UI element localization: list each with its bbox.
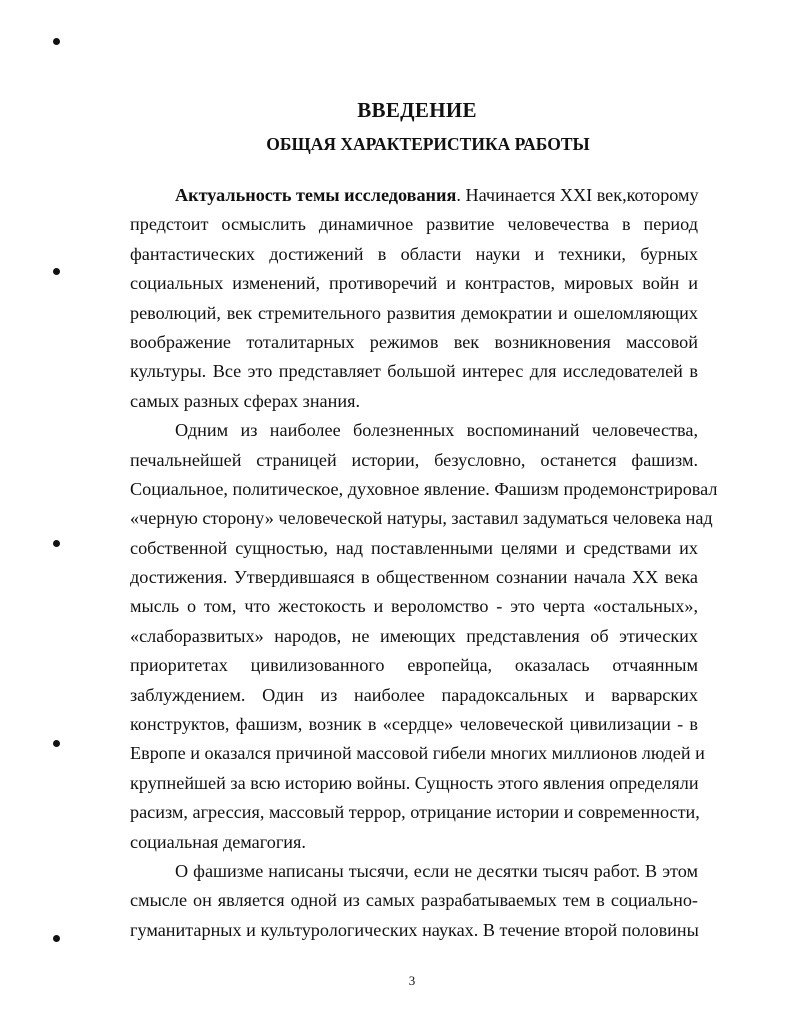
paragraph-line: «слаборазвитых» народов, не имеющих представления об этических <box>130 625 698 646</box>
relevance-lead: Актуальность темы исследования <box>175 185 457 205</box>
paragraph-line: крупнейшей за всю историю войны. Сущность этого явления определяли <box>130 772 699 793</box>
paragraph-literature <box>130 857 698 945</box>
paragraph-line: смысле он является одной из самых разрабатываемых тем в социально- <box>130 890 698 911</box>
paragraph-line: мысль о том, что жестокость и вероломство - это черта «остальных», <box>130 596 698 617</box>
body-text <box>130 181 718 945</box>
paragraph-line: предстоит осмыслить динамичное развитие человечества в период <box>130 214 698 235</box>
page-number: 3 <box>408 973 416 988</box>
paragraph-relevance <box>130 181 698 416</box>
paragraph-line: достижения. Утвердившаяся в общественном сознании начала XX века <box>130 567 698 588</box>
binding-hole-mark <box>53 540 60 547</box>
paragraph-line: собственной сущностью, над поставленными целями и средствами их <box>130 537 698 558</box>
paragraph-line: социальная демагогия. <box>130 831 306 852</box>
page-subtitle: ОБЩАЯ ХАРАКТЕРИСТИКА РАБОТЫ <box>266 134 590 154</box>
paragraph-line: социальных изменений, противоречий и контрастов, мировых войн и <box>130 273 698 294</box>
binding-hole-mark <box>53 740 60 747</box>
paragraph-line: революций, век стремительного развития демократии и ошеломляющих <box>130 302 698 323</box>
page-title: ВВЕДЕНИЕ <box>357 98 477 122</box>
paragraph-line: «черную сторону» человеческой натуры, заставил задуматься человека над <box>130 508 713 529</box>
paragraph-line: самых разных сферах знания. <box>130 390 361 411</box>
paragraph-line: воображение тоталитарных режимов век возникновения массовой <box>130 331 698 352</box>
paragraph-line: Европе и оказался причиной массовой гибели многих миллионов людей и <box>130 743 705 764</box>
paragraph-line: печальнейшей страницей истории, безусловно, останется фашизм. <box>130 449 698 470</box>
paragraph-line: Одним из наиболее болезненных воспоминаний человечества, <box>175 420 698 441</box>
paragraph-line: конструктов, фашизм, возник в «сердце» человеческой цивилизации - в <box>130 714 698 735</box>
paragraph-line: культуры. Все это представляет большой интерес для исследователей в <box>130 361 698 382</box>
paragraph-line: фантастических достижений в области науки и техники, бурных <box>130 243 698 264</box>
binding-hole-mark <box>53 38 60 45</box>
paragraph-line: Социальное, политическое, духовное явление. Фашизм продемонстрировал <box>130 478 718 499</box>
paragraph-line <box>130 181 698 210</box>
paragraph-line: расизм, агрессия, массовый террор, отрицание истории и современности, <box>130 802 700 823</box>
paragraph-line: приоритетах цивилизованного европейца, оказалась отчаянным <box>130 655 698 676</box>
binding-hole-mark <box>53 268 60 275</box>
line-text: . Начинается XXI век,которому <box>456 185 699 205</box>
paragraph-line: заблуждением. Один из наиболее парадоксальных и варварских <box>130 684 698 705</box>
paragraph-line: гуманитарных и культурологических науках. В течение второй половины <box>130 919 699 940</box>
paragraph-line: О фашизме написаны тысячи, если не десятки тысяч работ. В этом <box>175 860 698 881</box>
binding-hole-mark <box>53 935 60 942</box>
paragraph-fascism <box>130 416 718 857</box>
